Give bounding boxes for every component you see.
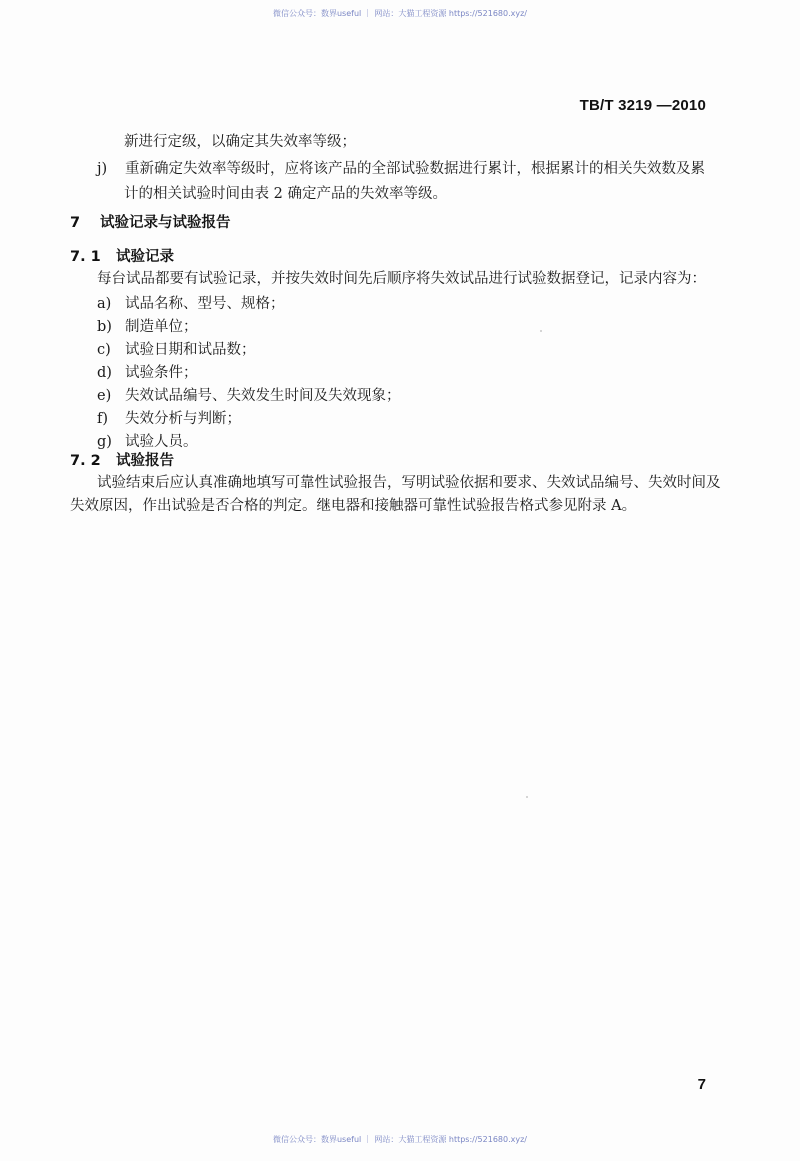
list-item-label: e) bbox=[97, 388, 112, 404]
section-7-title: 试验记录与试验报告 bbox=[100, 215, 231, 231]
list-item-j-text-2: 计的相关试验时间由表 2 确定产品的失效率等级。 bbox=[124, 186, 447, 202]
list-item-j-text-1: 重新确定失效率等级时，应将该产品的全部试验数据进行累计，根据累计的相关失效数及累 bbox=[125, 161, 705, 177]
list-item bbox=[97, 364, 198, 382]
list-item-label: b) bbox=[97, 319, 112, 335]
list-item-j bbox=[97, 160, 705, 178]
list-item-label: g) bbox=[97, 434, 112, 450]
section-7-1-intro: 每台试品都要有试验记录，并按失效时间先后顺序将失效试品进行试验数据登记，记录内容为： bbox=[97, 271, 706, 287]
list-item-text: 试验人员。 bbox=[125, 434, 198, 450]
section-7-2-text-2: 失效原因，作出试验是否合格的判定。继电器和接触器可靠性试验报告格式参见附录 A。 bbox=[70, 498, 637, 514]
standard-code: TB/T 3219 —2010 bbox=[579, 97, 706, 114]
list-item bbox=[97, 410, 241, 428]
section-7-1-title: 试验记录 bbox=[116, 249, 174, 265]
list-item-text: 失效试品编号、失效发生时间及失效现象； bbox=[125, 388, 401, 404]
section-7-2-title: 试验报告 bbox=[116, 453, 174, 469]
list-item-label: f) bbox=[97, 411, 109, 427]
section-7-1-heading bbox=[70, 248, 174, 266]
page-number: 7 bbox=[697, 1076, 706, 1093]
watermark-bottom: 微信公众号：数界useful ｜ 网站：大猫工程资源 https://521680.xyz/ bbox=[272, 1135, 528, 1144]
continuation-line: 新进行定级，以确定其失效率等级； bbox=[124, 134, 356, 150]
section-7-2-number: 7. 2 bbox=[70, 453, 101, 469]
list-item-label: d) bbox=[97, 365, 112, 381]
list-item bbox=[97, 295, 285, 313]
list-item bbox=[97, 318, 198, 336]
scan-speck bbox=[540, 330, 542, 332]
section-7-2-text-1: 试验结束后应认真准确地填写可靠性试验报告，写明试验依据和要求、失效试品编号、失效时间及 bbox=[97, 475, 721, 491]
section-7-1-number: 7. 1 bbox=[70, 249, 101, 265]
list-item-j-label: j) bbox=[97, 161, 108, 177]
watermark-top: 微信公众号：数界useful ｜ 网站：大猫工程资源 https://521680.xyz/ bbox=[272, 9, 528, 18]
list-item-label: a) bbox=[97, 296, 112, 312]
list-item-text: 失效分析与判断； bbox=[125, 411, 241, 427]
list-item-text: 试验日期和试品数； bbox=[125, 342, 256, 358]
list-item bbox=[97, 433, 198, 451]
section-7-2-heading bbox=[70, 452, 174, 470]
list-item-text: 制造单位； bbox=[125, 319, 198, 335]
scan-speck bbox=[526, 796, 528, 798]
section-7-number: 7 bbox=[70, 215, 81, 231]
list-item-text: 试品名称、型号、规格； bbox=[125, 296, 285, 312]
list-item-label: c) bbox=[97, 342, 111, 358]
list-item bbox=[97, 387, 401, 405]
list-item-text: 试验条件； bbox=[125, 365, 198, 381]
list-item bbox=[97, 341, 256, 359]
section-7-heading bbox=[70, 214, 231, 232]
